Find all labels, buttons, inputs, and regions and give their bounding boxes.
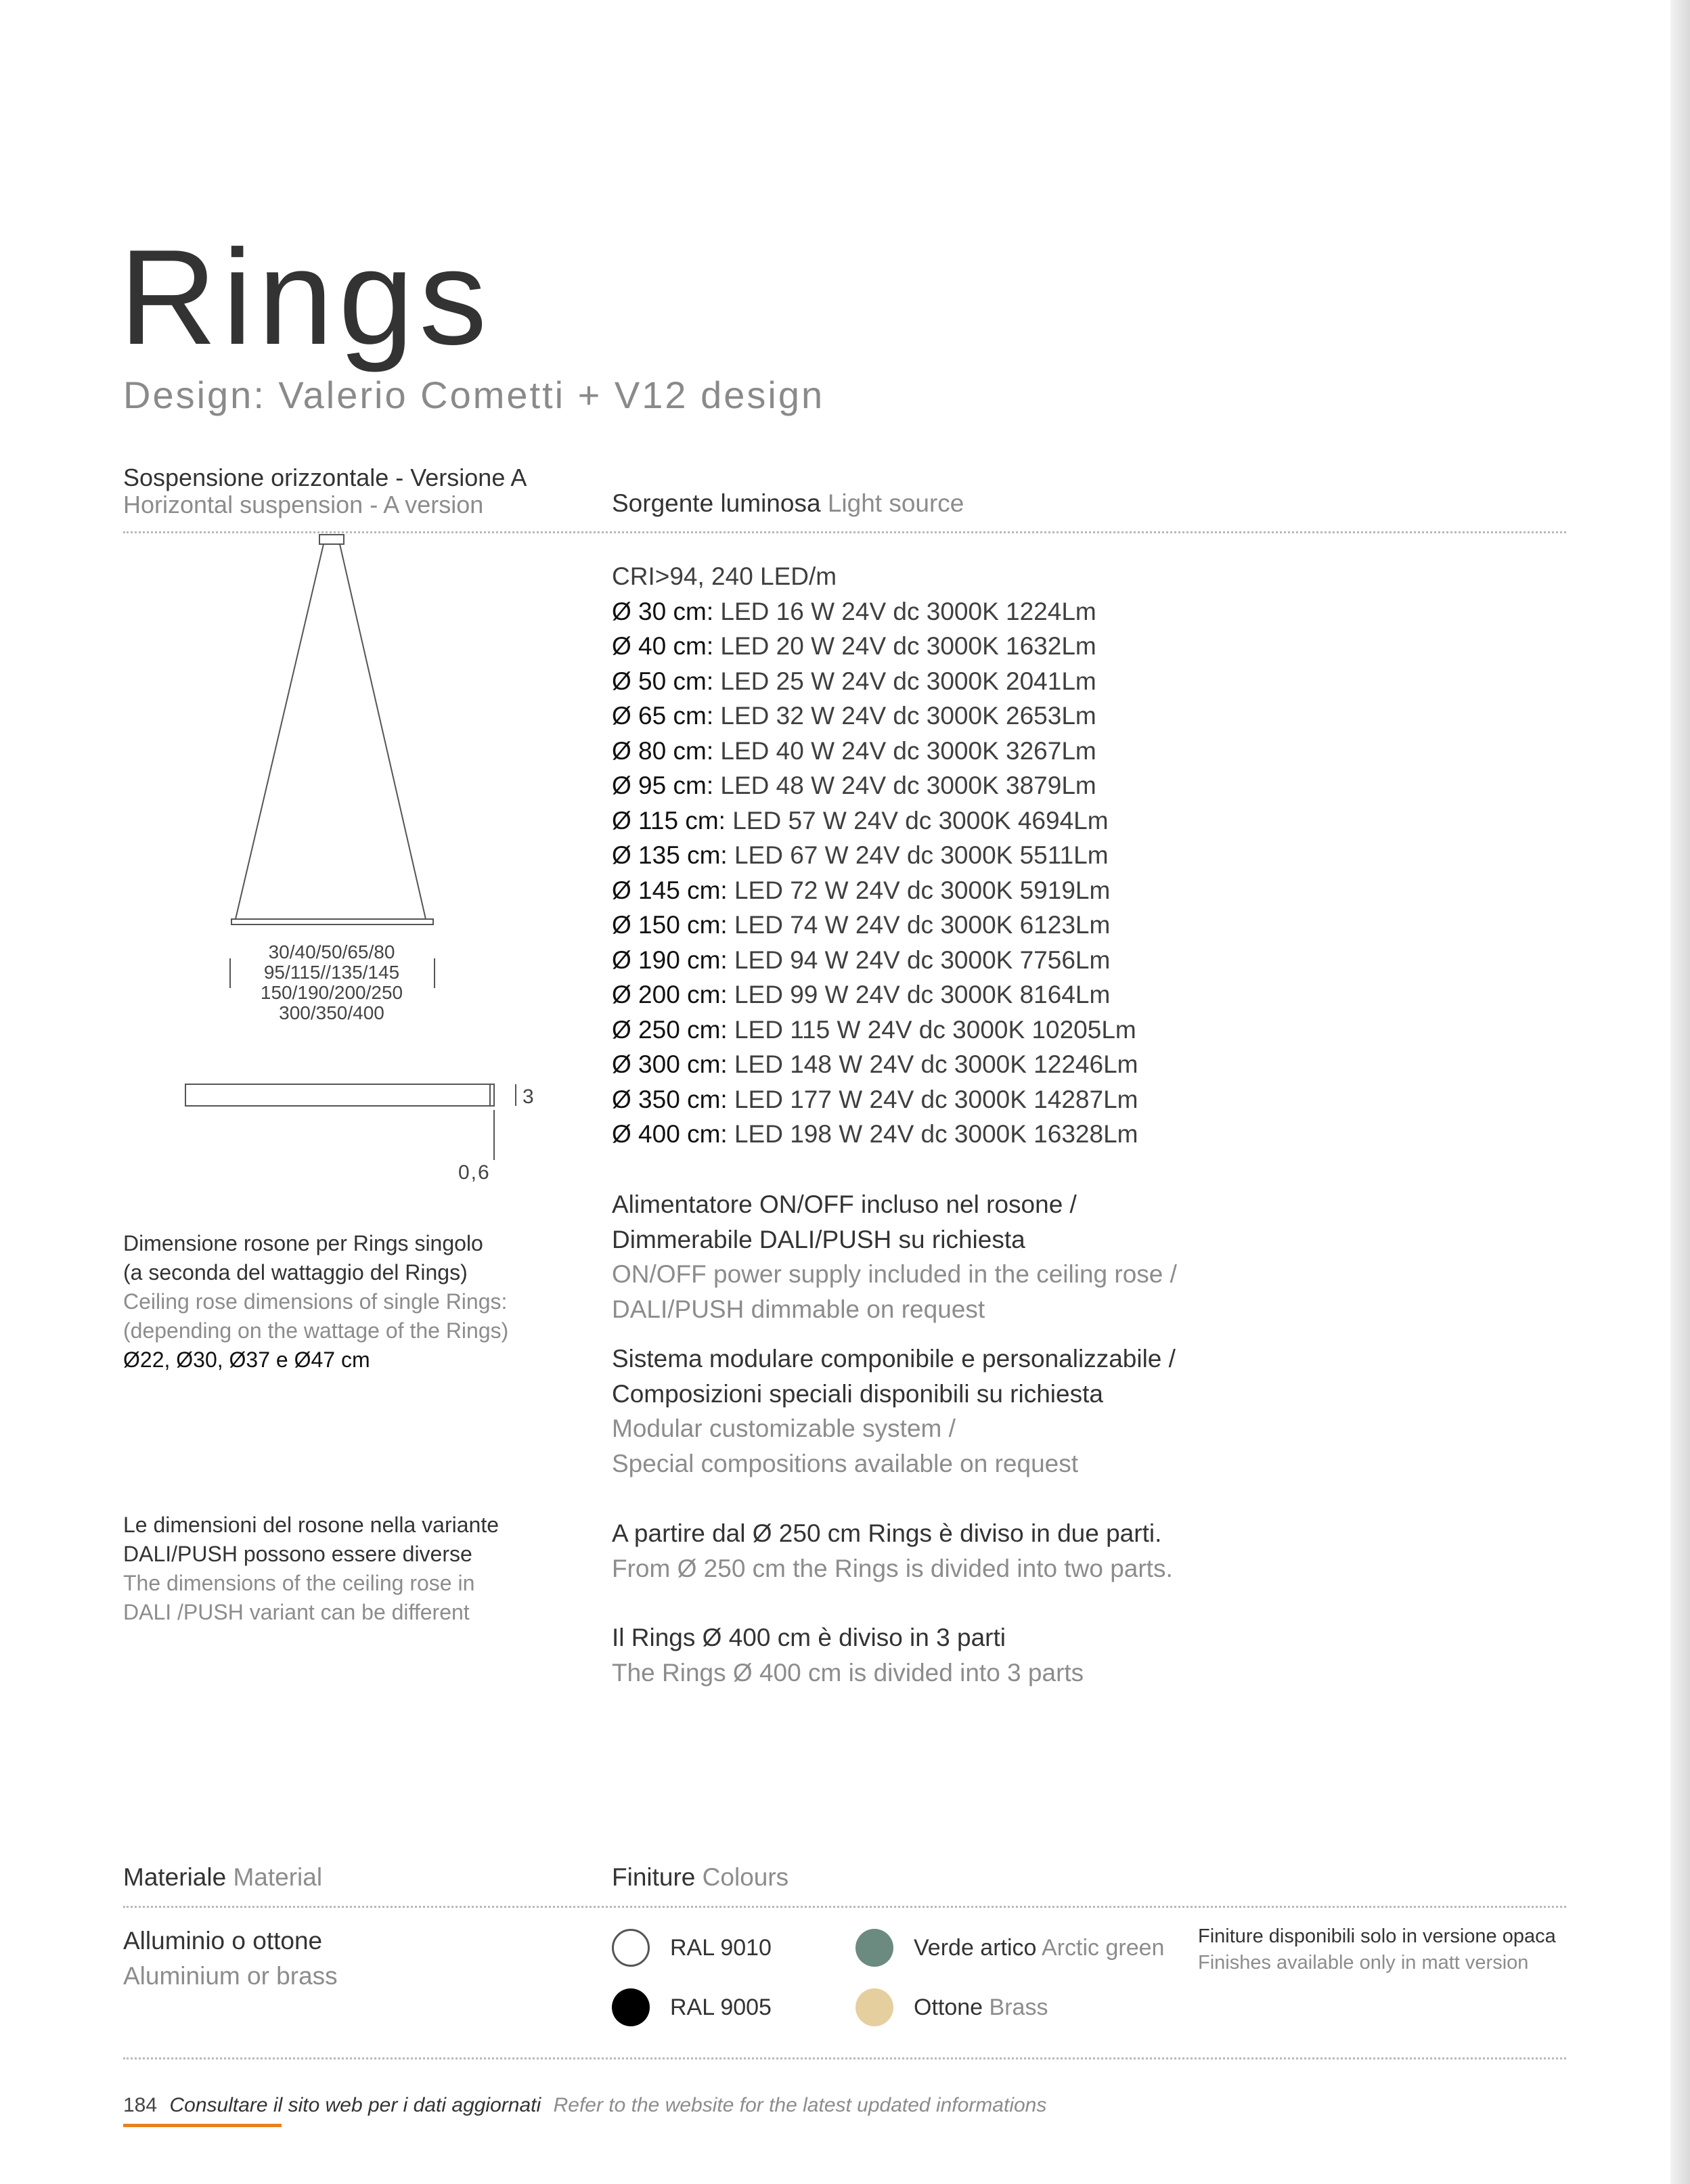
technical-drawing	[123, 528, 583, 1191]
page-edge	[1670, 0, 1690, 2184]
spec-row	[612, 594, 1138, 629]
rose-note-en2: (depending on the wattage of the Rings)	[123, 1318, 509, 1343]
finishes-note-en: Finishes available only in matt version	[1198, 1952, 1529, 1974]
spec-row	[612, 1012, 1138, 1048]
spec-size: Ø 80 cm:	[612, 736, 714, 765]
split-250-block	[612, 1516, 1173, 1586]
spec-row	[612, 1117, 1138, 1152]
ring-profile	[231, 919, 433, 924]
spec-size: Ø 350 cm:	[612, 1085, 728, 1113]
swatch-label-it: Verde artico	[914, 1935, 1037, 1961]
swatch-ral-9010	[612, 1929, 650, 1967]
spec-desc: LED 115 W 24V dc 3000K 10205Lm	[734, 1015, 1136, 1044]
swatch-label-arctic-green	[914, 1934, 1164, 1961]
finishes-note-it: Finiture disponibili solo in versione opaca	[1198, 1925, 1556, 1947]
light-source-title-it: Sorgente luminosa	[612, 489, 821, 517]
spec-row	[612, 664, 1138, 699]
suspension-cable-left	[236, 544, 324, 919]
dali-note-it1: Le dimensioni del rosone nella variante	[123, 1513, 499, 1537]
left-section-header	[123, 464, 527, 518]
dali-note-it2: DALI/PUSH possono essere diverse	[123, 1542, 472, 1566]
spec-size: Ø 400 cm:	[612, 1120, 728, 1148]
rose-note-it2: (a seconda del wattaggio del Rings)	[123, 1260, 468, 1285]
spec-desc: LED 177 W 24V dc 3000K 14287Lm	[734, 1085, 1138, 1113]
power-block	[612, 1187, 1177, 1327]
spec-row	[612, 1082, 1138, 1117]
spec-size: Ø 150 cm:	[612, 911, 728, 939]
modular-it2: Composizioni speciali disponibili su richiesta	[612, 1379, 1103, 1408]
modular-en1: Modular customizable system /	[612, 1414, 956, 1442]
modular-it1: Sistema modulare componibile e personalizzabile /	[612, 1345, 1176, 1373]
rose-note-it1: Dimensione rosone per Rings singolo	[123, 1231, 483, 1255]
swatch-label-ral-9010: RAL 9010	[670, 1935, 772, 1961]
spec-row	[612, 977, 1138, 1012]
spec-row	[612, 768, 1138, 803]
spec-desc: LED 20 W 24V dc 3000K 1632Lm	[720, 632, 1096, 660]
swatch-label-en: Arctic green	[1042, 1935, 1165, 1961]
spec-row	[612, 873, 1138, 908]
spec-size: Ø 300 cm:	[612, 1050, 728, 1078]
ring-section	[185, 1084, 494, 1106]
spec-size: Ø 145 cm:	[612, 876, 728, 904]
footer-note-it: Consultare il sito web per i dati aggiornati	[169, 2094, 541, 2116]
page-title: Rings	[119, 222, 493, 373]
spec-size: Ø 115 cm:	[612, 806, 726, 834]
spec-intro: CRI>94, 240 LED/m	[612, 562, 837, 590]
spec-desc: LED 57 W 24V dc 3000K 4694Lm	[732, 806, 1109, 834]
power-en1: ON/OFF power supply included in the ceiling rose /	[612, 1260, 1177, 1288]
diameter-list	[237, 942, 426, 1023]
left-header-en: Horizontal suspension - A version	[123, 491, 484, 518]
rose-note-en1: Ceiling rose dimensions of single Rings:	[123, 1289, 508, 1314]
power-it2: Dimmerabile DALI/PUSH su richiesta	[612, 1225, 1025, 1253]
diameter-line: 30/40/50/65/80	[268, 941, 395, 962]
spec-desc: LED 67 W 24V dc 3000K 5511Lm	[734, 841, 1109, 869]
thickness-label: 0,6	[458, 1161, 491, 1184]
spec-desc: LED 32 W 24V dc 3000K 2653Lm	[720, 702, 1096, 730]
spec-size: Ø 200 cm:	[612, 981, 728, 1008]
ceiling-rose-shape	[319, 535, 344, 544]
spec-row	[612, 629, 1138, 664]
material-title-it: Materiale	[123, 1863, 227, 1891]
dali-note-en1: The dimensions of the ceiling rose in	[123, 1571, 475, 1595]
swatch-label-brass	[914, 1994, 1048, 2021]
spec-desc: LED 74 W 24V dc 3000K 6123Lm	[734, 911, 1111, 939]
spec-desc: LED 16 W 24V dc 3000K 1224Lm	[720, 597, 1096, 625]
spec-size: Ø 135 cm:	[612, 841, 728, 869]
dali-note	[123, 1511, 499, 1627]
finishes-title-en: Colours	[702, 1863, 789, 1891]
power-en2: DALI/PUSH dimmable on request	[612, 1295, 985, 1323]
finishes-title-it: Finiture	[612, 1863, 696, 1891]
split-400-it: Il Rings Ø 400 cm è diviso in 3 parti	[612, 1624, 1006, 1651]
finishes-header	[612, 1863, 788, 1892]
power-it1: Alimentatore ON/OFF incluso nel rosone /	[612, 1190, 1077, 1218]
footer-divider	[123, 2057, 1566, 2059]
spec-row	[612, 734, 1138, 769]
diameter-line: 150/190/200/250	[260, 982, 403, 1003]
swatch-label-it: Ottone	[914, 1994, 983, 2020]
spec-desc: LED 94 W 24V dc 3000K 7756Lm	[734, 945, 1111, 974]
swatch-ral-9005	[612, 1988, 650, 2026]
spec-row	[612, 943, 1138, 978]
spec-desc: LED 148 W 24V dc 3000K 12246Lm	[734, 1050, 1138, 1078]
material-value-it: Alluminio o ottone	[123, 1927, 323, 1955]
material-title-en: Material	[233, 1863, 323, 1891]
swatch-label-en: Brass	[989, 1994, 1048, 2020]
suspension-cable-right	[340, 544, 426, 919]
spec-row	[612, 1047, 1138, 1082]
material-value	[123, 1923, 338, 1993]
split-400-block	[612, 1620, 1084, 1690]
spec-row	[612, 908, 1138, 943]
split-400-en: The Rings Ø 400 cm is divided into 3 parts	[612, 1658, 1084, 1687]
material-value-en: Aluminium or brass	[123, 1961, 338, 1990]
spec-desc: LED 72 W 24V dc 3000K 5919Lm	[734, 876, 1111, 904]
dali-note-en2: DALI /PUSH variant can be different	[123, 1600, 470, 1624]
split-250-en: From Ø 250 cm the Rings is divided into two parts.	[612, 1554, 1173, 1582]
spec-desc: LED 25 W 24V dc 3000K 2041Lm	[720, 667, 1096, 695]
spec-row	[612, 803, 1138, 839]
spec-size: Ø 250 cm:	[612, 1015, 728, 1044]
spec-size: Ø 65 cm:	[612, 702, 714, 730]
spec-size: Ø 30 cm:	[612, 597, 714, 625]
split-250-it: A partire dal Ø 250 cm Rings è diviso in due parti.	[612, 1519, 1162, 1547]
footer-note-en: Refer to the website for the latest updated informations	[553, 2094, 1047, 2116]
spec-list	[612, 559, 1138, 1152]
spec-size: Ø 95 cm:	[612, 772, 714, 799]
spec-size: Ø 40 cm:	[612, 632, 714, 660]
modular-block	[612, 1341, 1176, 1481]
rose-note	[123, 1229, 508, 1375]
spec-desc: LED 99 W 24V dc 3000K 8164Lm	[734, 981, 1111, 1008]
spec-desc: LED 48 W 24V dc 3000K 3879Lm	[720, 772, 1096, 799]
swatch-label-ral-9005: RAL 9005	[670, 1994, 772, 2020]
height-label: 3	[522, 1086, 534, 1108]
spec-size: Ø 190 cm:	[612, 945, 728, 974]
footer-accent-bar	[123, 2124, 282, 2127]
material-header	[123, 1863, 322, 1892]
spec-desc: LED 198 W 24V dc 3000K 16328Lm	[734, 1120, 1138, 1148]
spec-row	[612, 698, 1138, 734]
designer-credit: Design: Valerio Cometti + V12 design	[123, 374, 825, 416]
finishes-note	[1198, 1923, 1556, 1976]
left-header-it: Sospensione orizzontale - Versione A	[123, 464, 527, 491]
spec-row	[612, 838, 1138, 873]
light-source-header	[612, 490, 964, 517]
diameter-line: 300/350/400	[279, 1002, 384, 1023]
swatch-arctic-green	[855, 1929, 893, 1967]
spec-size: Ø 50 cm:	[612, 667, 714, 695]
footer	[123, 2094, 1046, 2117]
material-divider	[123, 1906, 1566, 1908]
modular-en2: Special compositions available on request	[612, 1449, 1079, 1477]
swatch-brass	[855, 1988, 893, 2026]
rose-sizes: Ø22, Ø30, Ø37 e Ø47 cm	[123, 1347, 370, 1372]
diameter-line: 95/115//135/145	[263, 962, 400, 983]
spec-desc: LED 40 W 24V dc 3000K 3267Lm	[720, 736, 1096, 765]
light-source-title-en: Light source	[827, 489, 964, 517]
page-number: 184	[123, 2094, 158, 2116]
